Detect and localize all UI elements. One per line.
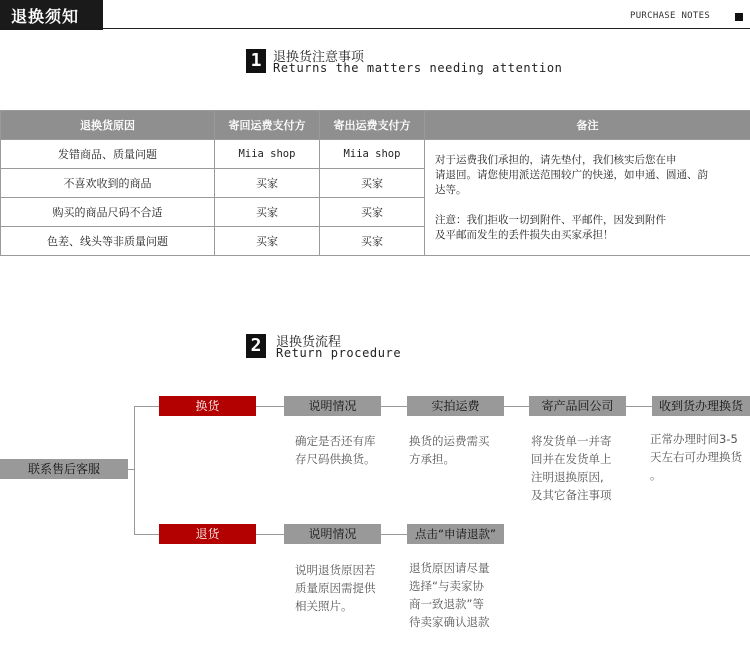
table-header-row (1, 111, 750, 140)
desc-line: 方承担。 (409, 452, 455, 466)
exchange-step-explain: 说明情况 (284, 396, 381, 416)
desc-line: 退货原因请尽量 (409, 561, 490, 575)
reason-cell: 发错商品、质量问题 (1, 140, 215, 169)
exchange-step-receive: 收到货办理换货 (652, 396, 750, 416)
col-header-return-shipping: 寄回运费支付方 (215, 111, 320, 140)
section1-title-en: Returns the matters needing attention (273, 61, 563, 75)
desc-line: 。 (650, 468, 662, 482)
refund-desc-2 (409, 559, 490, 631)
send-payer-cell: 买家 (320, 198, 425, 227)
note-line: 注意：我们拒收一切到附件、平邮件，因发到附件 (435, 213, 666, 226)
return-payer-cell: 买家 (215, 227, 320, 256)
send-payer-cell: 买家 (320, 169, 425, 198)
desc-line: 换货的运费需买 (409, 434, 490, 448)
desc-line: 待卖家确认退款 (409, 615, 490, 629)
note-line: 对于运费我们承担的，请先垫付，我们核实后您在申 (435, 153, 677, 166)
col-header-reason: 退换货原因 (1, 111, 215, 140)
exchange-label-box: 换货 (159, 396, 256, 416)
send-payer-cell: Miia shop (320, 140, 425, 169)
desc-line: 商一致退款”等 (409, 597, 484, 611)
col-header-notes: 备注 (425, 111, 750, 140)
reason-cell: 色差、线头等非质量问题 (1, 227, 215, 256)
contact-service-box: 联系售后客服 (0, 459, 128, 479)
header-subtitle: PURCHASE NOTES (630, 11, 711, 21)
notes-cell (425, 140, 750, 256)
exchange-step-send-back: 寄产品回公司 (529, 396, 626, 416)
desc-line: 说明退货原因若 (295, 563, 376, 577)
returns-table (0, 110, 750, 256)
section-number-1: 1 (246, 49, 266, 73)
refund-desc-1 (295, 561, 376, 615)
exchange-step-photo-shipping: 实拍运费 (407, 396, 504, 416)
note-line: 达等。 (435, 183, 467, 196)
desc-line: 存尺码供换货。 (295, 452, 376, 466)
desc-line: 天左右可办理换货 (650, 450, 742, 464)
reason-cell: 购买的商品尺码不合适 (1, 198, 215, 227)
exchange-desc-2 (409, 432, 490, 468)
header-divider (103, 28, 750, 29)
desc-line: 确定是否还有库 (295, 434, 376, 448)
desc-line: 将发货单一并寄 (531, 434, 612, 448)
section-number-2: 2 (246, 334, 266, 358)
note-line: 及平邮而发生的丢件损失由买家承担！ (435, 228, 614, 241)
note-line: 请退回。请您使用派送范围较广的快递，如申通、圆通、韵 (435, 168, 708, 181)
note-spacer (435, 198, 742, 213)
refund-label-box: 退货 (159, 524, 256, 544)
table-row (1, 140, 750, 169)
desc-line: 选择“与卖家协 (409, 579, 484, 593)
exchange-desc-1 (295, 432, 376, 468)
send-payer-cell: 买家 (320, 227, 425, 256)
connector-line (134, 406, 135, 534)
section2-title-en: Return procedure (276, 346, 402, 360)
desc-line: 及其它备注事项 (531, 488, 612, 502)
return-payer-cell: 买家 (215, 198, 320, 227)
desc-line: 注明退换原因, (531, 470, 604, 484)
desc-line: 质量原因需提供 (295, 581, 376, 595)
return-payer-cell: Miia shop (215, 140, 320, 169)
desc-line: 回并在发货单上 (531, 452, 612, 466)
desc-line: 正常办理时间3-5 (650, 432, 738, 446)
refund-step-apply: 点击“申请退款” (407, 524, 504, 544)
page-title: 退换须知 (11, 7, 80, 26)
reason-cell: 不喜欢收到的商品 (1, 169, 215, 198)
desc-line: 相关照片。 (295, 599, 353, 613)
return-payer-cell: 买家 (215, 169, 320, 198)
square-icon (735, 13, 743, 21)
section1-title-cn: 退换货注意事项 (273, 50, 365, 65)
exchange-desc-3 (531, 432, 612, 504)
refund-step-explain: 说明情况 (284, 524, 381, 544)
exchange-desc-4 (650, 430, 742, 484)
section2-title-cn: 退换货流程 (276, 335, 342, 350)
col-header-send-shipping: 寄出运费支付方 (320, 111, 425, 140)
